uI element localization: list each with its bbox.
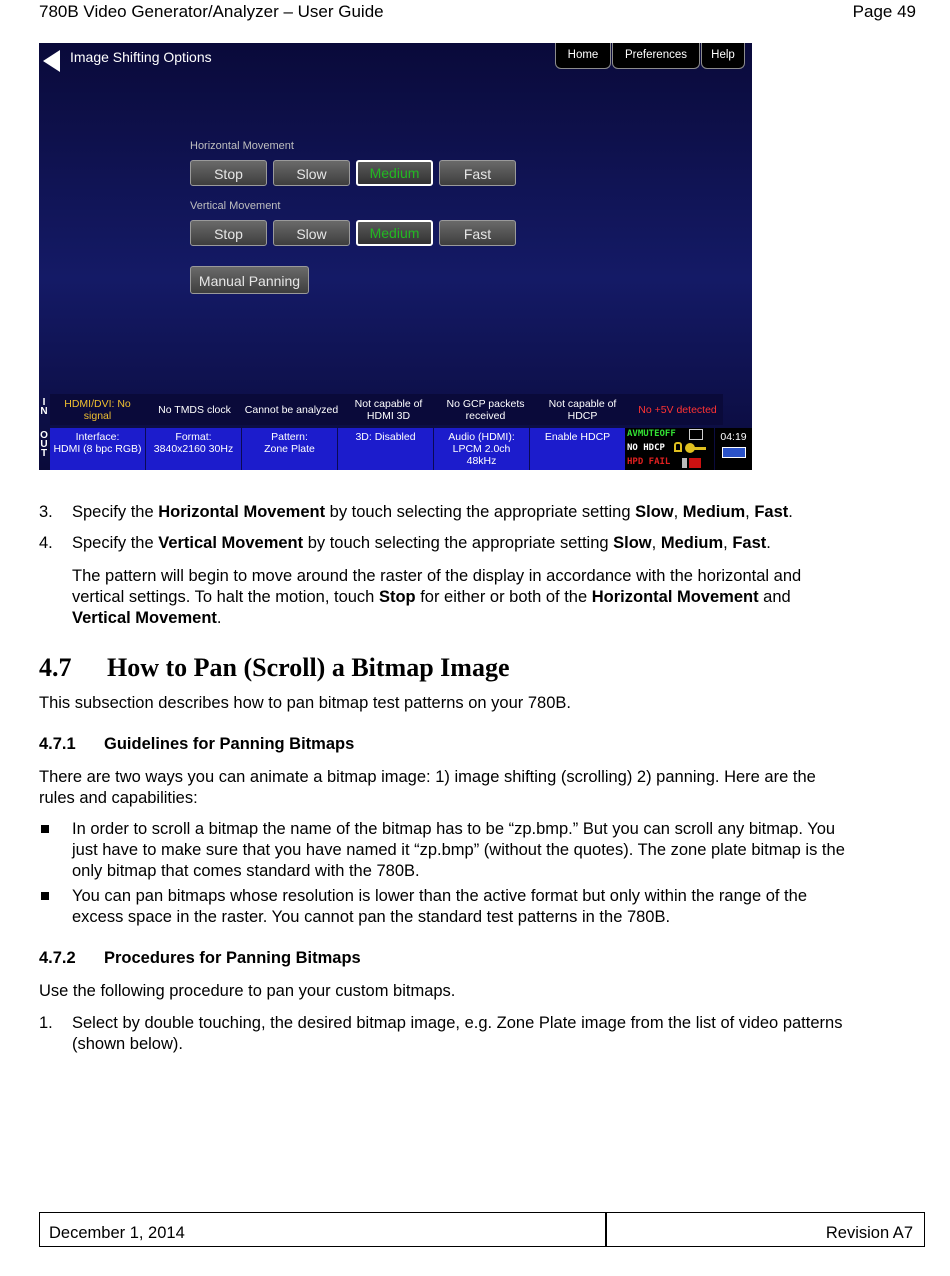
- horizontal-stop-button[interactable]: Stop: [190, 160, 267, 186]
- step-line: (shown below).: [72, 1035, 183, 1053]
- step-number: 1.: [39, 1014, 53, 1032]
- text: .: [788, 503, 793, 521]
- input-status-cell[interactable]: [50, 394, 145, 425]
- text: Specify the: [72, 503, 159, 521]
- step-line: Select by double touching, the desired bitmap image, e.g. Zone Plate image from the list of video patterns: [72, 1014, 843, 1032]
- output-status-cell[interactable]: [242, 428, 338, 470]
- section-title: How to Pan (Scroll) a Bitmap Image: [107, 653, 510, 682]
- output-status-value: Zone Plate: [264, 443, 315, 455]
- clock-time: 04:19: [720, 431, 747, 443]
- output-status-title: Enable HDCP: [544, 431, 611, 443]
- av-mute-status: AVMUTEOFF: [627, 429, 676, 439]
- note-paragraph: [72, 566, 927, 629]
- clock-panel: [715, 428, 752, 470]
- text: ,: [745, 503, 755, 521]
- bold-term: Horizontal Movement: [158, 503, 326, 521]
- text: ,: [723, 534, 733, 552]
- text: .: [216, 609, 222, 627]
- horizontal-slow-button[interactable]: Slow: [273, 160, 350, 186]
- vertical-medium-button[interactable]: Medium: [356, 220, 433, 246]
- section-heading: [39, 653, 510, 683]
- horizontal-movement-label: Horizontal Movement: [190, 140, 294, 152]
- bold-term: Slow: [613, 534, 652, 552]
- output-status-value: LPCM 2.0ch 48kHz: [452, 443, 511, 467]
- output-status-value: HDMI (8 bpc RGB): [53, 443, 142, 455]
- subsection-number: 4.7.2: [39, 949, 76, 967]
- output-status-title: Interface:: [75, 431, 120, 443]
- text: for either or both of the: [415, 588, 592, 606]
- screen-title: Image Shifting Options: [70, 49, 212, 65]
- upload-icon[interactable]: [689, 429, 703, 440]
- input-status-text: No +5V detected: [638, 404, 717, 416]
- bullet-line: In order to scroll a bitmap the name of the bitmap has to be “zp.bmp.” But you can scroll any bitmap. You: [72, 820, 836, 838]
- input-status-cell[interactable]: [535, 394, 630, 425]
- hpd-status: HPD FAIL: [627, 457, 671, 467]
- text: .: [766, 534, 771, 552]
- help-button[interactable]: Help: [701, 43, 745, 69]
- intro-line: rules and capabilities:: [39, 789, 198, 807]
- bold-term: Vertical Movement: [72, 609, 217, 627]
- bullet-text: [72, 819, 927, 882]
- page-footer: [39, 1212, 925, 1247]
- fail-x-icon: [689, 458, 701, 468]
- section-number: 4.7: [39, 653, 72, 682]
- out-letter: O: [40, 430, 48, 441]
- step-number: 3.: [39, 503, 53, 521]
- in-letter: N: [40, 406, 48, 417]
- bullet-text: [72, 886, 927, 928]
- vertical-movement-label: Vertical Movement: [190, 200, 281, 212]
- text: ,: [673, 503, 683, 521]
- output-status-title: Pattern:: [271, 431, 308, 443]
- step-text: [72, 502, 927, 523]
- intro-line: There are two ways you can animate a bitmap image: 1) image shifting (scrolling) 2) panning. Here are the: [39, 768, 816, 786]
- text: vertical settings. To halt the motion, touch: [72, 588, 379, 606]
- input-status-text: No TMDS clock: [158, 404, 231, 416]
- signal-status-panel: [625, 428, 714, 470]
- text: Specify the: [72, 534, 159, 552]
- step-number: 4.: [39, 534, 53, 552]
- input-status-cell[interactable]: [244, 394, 339, 425]
- bold-term: Medium: [660, 534, 724, 552]
- note-line: The pattern will begin to move around the raster of the display in accordance with the horizontal and: [72, 567, 802, 585]
- bullet-line: excess space in the raster. You cannot pan the standard test patterns in the 780B.: [72, 908, 671, 926]
- footer-date: December 1, 2014: [49, 1224, 185, 1242]
- section-intro: This subsection describes how to pan bitmap test patterns on your 780B.: [39, 694, 571, 712]
- out-letter: T: [40, 448, 48, 459]
- step-text: [72, 1013, 927, 1055]
- in-strip-label: [39, 398, 49, 416]
- bullet-icon: [41, 825, 49, 833]
- subsection-title: Procedures for Panning Bitmaps: [104, 949, 361, 967]
- lock-icon: [674, 442, 682, 452]
- text: by touch selecting the appropriate setting: [303, 534, 614, 552]
- input-status-text: No GCP packets received: [446, 398, 525, 422]
- text: and: [758, 588, 791, 606]
- bold-term: Stop: [378, 588, 416, 606]
- step-text: [72, 533, 927, 554]
- bold-term: Fast: [732, 534, 767, 552]
- page-number: Page 49: [852, 2, 916, 21]
- input-status-cell[interactable]: [438, 394, 533, 425]
- input-status-text: HDMI/DVI: No signal: [64, 398, 131, 422]
- subsection-number: 4.7.1: [39, 735, 76, 753]
- back-arrow-icon[interactable]: [43, 50, 60, 72]
- input-status-cell[interactable]: [632, 394, 723, 425]
- home-button[interactable]: Home: [555, 43, 611, 69]
- output-status-title: Audio (HDMI):: [448, 431, 515, 443]
- bullet-line: You can pan bitmaps whose resolution is lower than the active format but only within the range of the: [72, 887, 807, 905]
- output-status-value: 3840x2160 30Hz: [153, 443, 234, 455]
- text: by touch selecting the appropriate setting: [325, 503, 636, 521]
- output-status-cell[interactable]: [146, 428, 242, 470]
- horizontal-fast-button[interactable]: Fast: [439, 160, 516, 186]
- input-status-text: Not capable of HDMI 3D: [354, 398, 423, 422]
- vertical-fast-button[interactable]: Fast: [439, 220, 516, 246]
- bold-term: Medium: [682, 503, 746, 521]
- note-line: [72, 587, 927, 608]
- out-strip-label: [39, 431, 49, 458]
- bold-term: Fast: [754, 503, 789, 521]
- vertical-slow-button[interactable]: Slow: [273, 220, 350, 246]
- bold-term: Vertical Movement: [158, 534, 304, 552]
- device-screenshot: [39, 43, 752, 470]
- output-status-cell[interactable]: [338, 428, 434, 470]
- output-status-cell[interactable]: [50, 428, 146, 470]
- in-letter: I: [42, 397, 46, 408]
- bullet-line: just have to make sure that you have named it “zp.bmp” (without the quotes). The zone plate bitmap is the: [72, 841, 845, 859]
- out-letter: U: [40, 439, 48, 450]
- output-status-cell[interactable]: [434, 428, 530, 470]
- connection-icon[interactable]: [722, 447, 746, 458]
- vertical-stop-button[interactable]: Stop: [190, 220, 267, 246]
- bullet-line: only bitmap that comes standard with the 780B.: [72, 862, 420, 880]
- input-status-cell[interactable]: [341, 394, 436, 425]
- text: ,: [651, 534, 661, 552]
- footer-divider: [605, 1213, 607, 1246]
- input-status-text: Not capable of HDCP: [548, 398, 617, 422]
- footer-revision: Revision A7: [825, 1224, 913, 1242]
- output-status-title: 3D: Disabled: [355, 431, 416, 443]
- subsection-intro: [39, 767, 929, 809]
- subsection-heading: [39, 949, 361, 968]
- subsection-heading: [39, 735, 354, 754]
- hdcp-status: NO HDCP: [627, 443, 665, 453]
- document-header-title: 780B Video Generator/Analyzer – User Guide: [39, 2, 384, 21]
- subsection-title: Guidelines for Panning Bitmaps: [104, 735, 355, 753]
- input-status-cell[interactable]: [147, 394, 242, 425]
- manual-panning-button[interactable]: Manual Panning: [190, 266, 309, 294]
- input-status-text: Cannot be analyzed: [244, 404, 339, 416]
- output-status-row: [50, 428, 625, 470]
- horizontal-medium-button[interactable]: Medium: [356, 160, 433, 186]
- bold-term: Slow: [635, 503, 674, 521]
- preferences-button[interactable]: Preferences: [612, 43, 700, 69]
- bullet-icon: [41, 892, 49, 900]
- key-shaft-icon: [694, 447, 706, 450]
- subsection-intro: Use the following procedure to pan your custom bitmaps.: [39, 982, 456, 1000]
- cable-icon: [682, 458, 687, 468]
- note-line: [72, 608, 927, 629]
- output-status-cell[interactable]: [530, 428, 625, 470]
- bold-term: Horizontal Movement: [591, 588, 759, 606]
- input-status-row: [50, 394, 723, 425]
- output-status-title: Format:: [175, 431, 212, 443]
